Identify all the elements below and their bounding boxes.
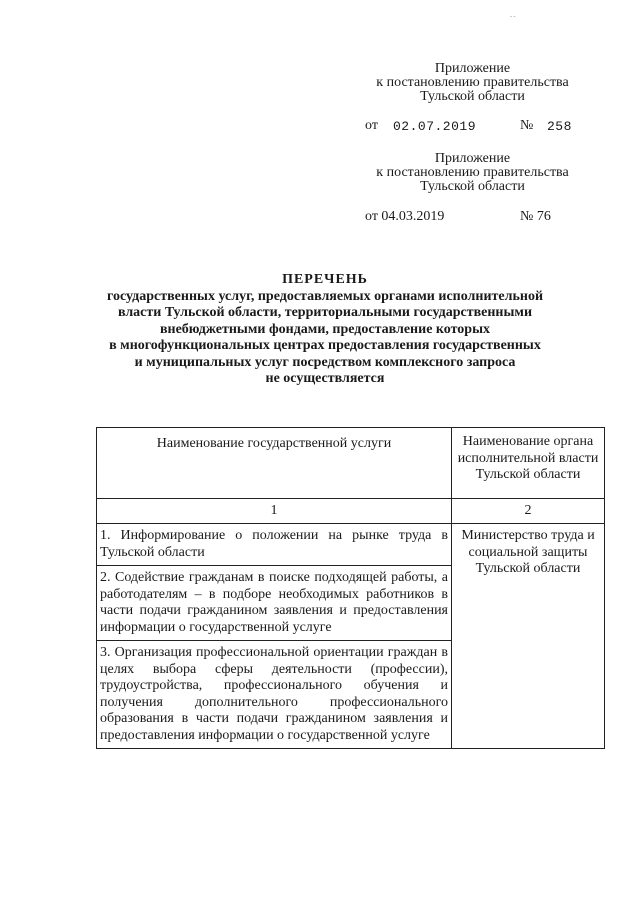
appendix-new-region: Тульской области [420,89,525,104]
appendix-new-header [365,62,580,104]
title-line: власти Тульской области, территориальными государственными [117,305,533,320]
appendix-old-header [365,152,580,194]
title-heading: ПЕРЕЧЕНЬ [282,272,368,287]
title-line: государственных услуг, предоставляемых органами исполнительной [106,288,544,304]
table-number-row [97,499,605,524]
title-line: внебюджетными фондами, предоставление которых [159,321,491,337]
document-title [60,272,590,388]
appendix-new-number-prefix: № [520,118,534,133]
appendix-old-number: № 76 [520,209,551,224]
appendix-old-date: от 04.03.2019 [365,209,445,224]
appendix-new-number: 258 [547,119,572,134]
column-number-2: 2 [452,499,605,524]
scan-mark: - - [510,14,516,20]
table-header-row [97,428,605,499]
appendix-new-resolution: к постановлению правительства [376,75,569,90]
column-number-1: 1 [97,499,452,524]
title-line: и муниципальных услуг посредством комплексного запроса [134,354,516,370]
title-line: не осуществляется [265,371,385,386]
organization-cell: Министерство труда и социальной защиты Тульской области [452,524,605,749]
service-item-1: 1. Информирование о положении на рынке труда в Тульской области [97,524,452,566]
appendix-new-date: 02.07.2019 [393,119,477,134]
table-row [97,524,605,566]
column-header-service: Наименование государственной услуги [97,428,452,499]
service-item-3: 3. Организация профессиональной ориентации граждан в целях выбора сферы деятельности (профессии), трудоустройства, профессионального обучения и получения дополнительного профессионального образования в части подачи гражданином заявления и предоставления информации о государственной услуге [97,641,452,749]
service-item-2: 2. Содействие гражданам в поиске подходящей работы, а работодателям – в подборе необходимых работников в части подачи гражданином заявления и предоставления информации о государственной услуге [97,566,452,641]
title-line: в многофункциональных центрах предоставления государственных [109,338,541,353]
appendix-old-title: Приложение [434,151,511,166]
appendix-old-region: Тульской области [420,179,525,194]
services-table [96,427,605,749]
appendix-new-date-prefix: от [365,118,378,133]
appendix-new-title: Приложение [434,61,511,76]
appendix-old-resolution: к постановлению правительства [376,165,569,180]
column-header-organization: Наименование органа исполнительной власти Тульской области [452,428,605,499]
